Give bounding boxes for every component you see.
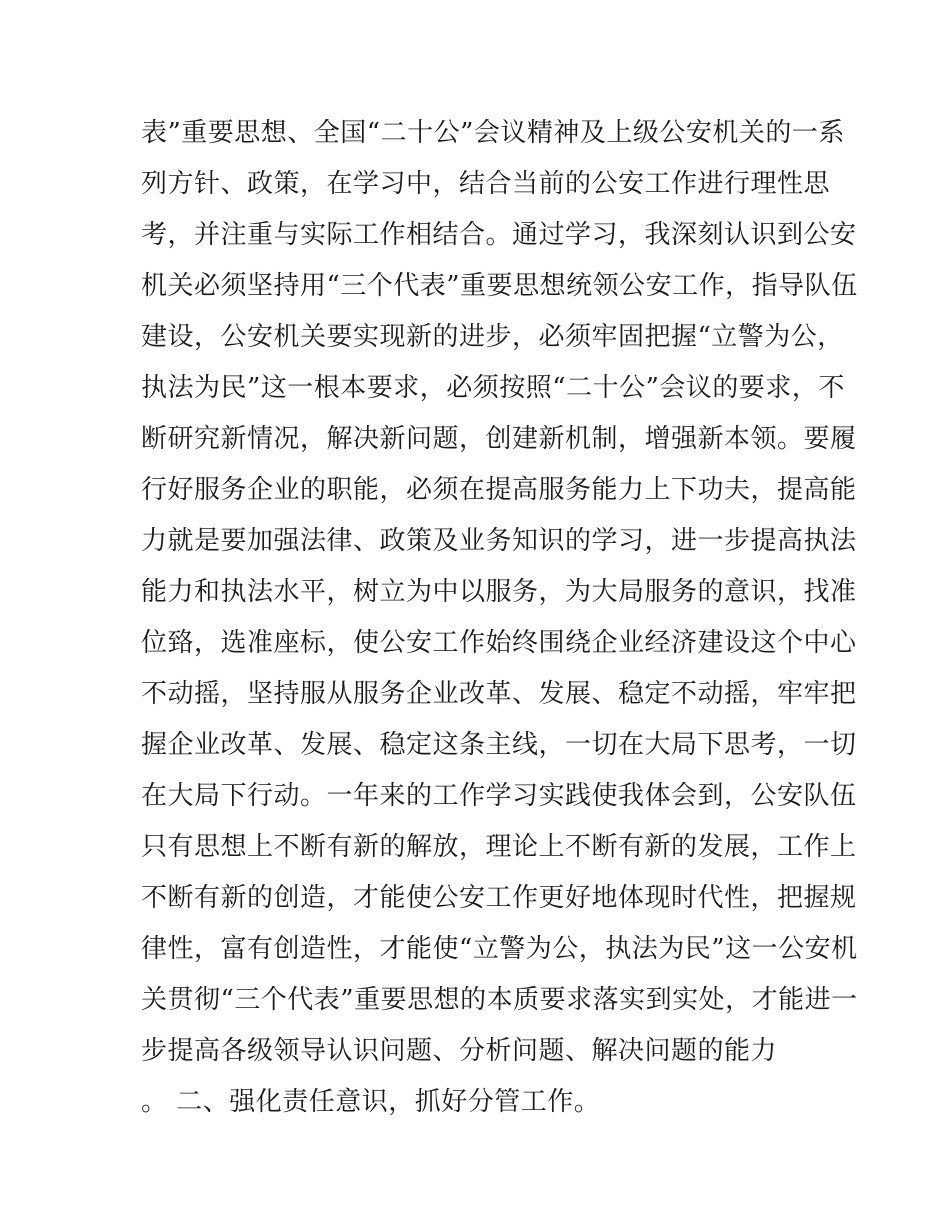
text-line: 位臵，选准座标，使公安工作始终围绕企业经济建设这个中心: [141, 628, 857, 658]
text-line: 握企业改革、发展、稳定这条主线，一切在大局下思考，一切: [141, 730, 857, 760]
text-line: 执法为民”这一根本要求，必须按照“二十公”会议的要求，不: [141, 373, 845, 403]
text-line: 律性，富有创造性，才能使“立警为公，执法为民”这一公安机: [141, 934, 858, 964]
text-line: 机关必须坚持用“三个代表”重要思想统领公安工作，指导队伍: [141, 271, 858, 301]
text-line: 考，并注重与实际工作相结合。通过学习，我深刻认识到公安: [141, 220, 857, 250]
text-line: 步提高各级领导认识问题、分析问题、解决问题的能力: [141, 1036, 778, 1066]
text-line: 建设，公安机关要实现新的进步，必须牢固把握“立警为公，: [141, 322, 844, 352]
text-line: 表”重要思想、全国“二十公”会议精神及上级公安机关的一系: [141, 118, 845, 148]
text-line: 不动摇，坚持服从服务企业改革、发展、稳定不动摇，牢牢把: [141, 679, 857, 709]
text-line: 力就是要加强法律、政策及业务知识的学习，进一步提高执法: [141, 526, 857, 556]
text-line: 不断有新的创造，才能使公安工作更好地体现时代性，把握规: [141, 883, 857, 913]
text-line: 行好服务企业的职能，必须在提高服务能力上下功夫，提高能: [141, 475, 857, 505]
section-heading: 。 二、强化责任意识，抓好分管工作。: [141, 1087, 601, 1117]
text-line: 断研究新情况，解决新问题，创建新机制，增强新本领。要履: [141, 424, 857, 454]
text-line: 只有思想上不断有新的解放，理论上不断有新的发展，工作上: [141, 832, 857, 862]
text-line: 在大局下行动。一年来的工作学习实践使我体会到，公安队伍: [141, 781, 857, 811]
text-line: 能力和执法水平，树立为中以服务，为大局服务的意识，找准: [141, 577, 857, 607]
text-line: 列方针、政策，在学习中，结合当前的公安工作进行理性思: [141, 169, 831, 199]
body-text: [141, 108, 858, 1128]
text-line: 关贯彻“三个代表”重要思想的本质要求落实到实处，才能进一: [141, 985, 858, 1015]
